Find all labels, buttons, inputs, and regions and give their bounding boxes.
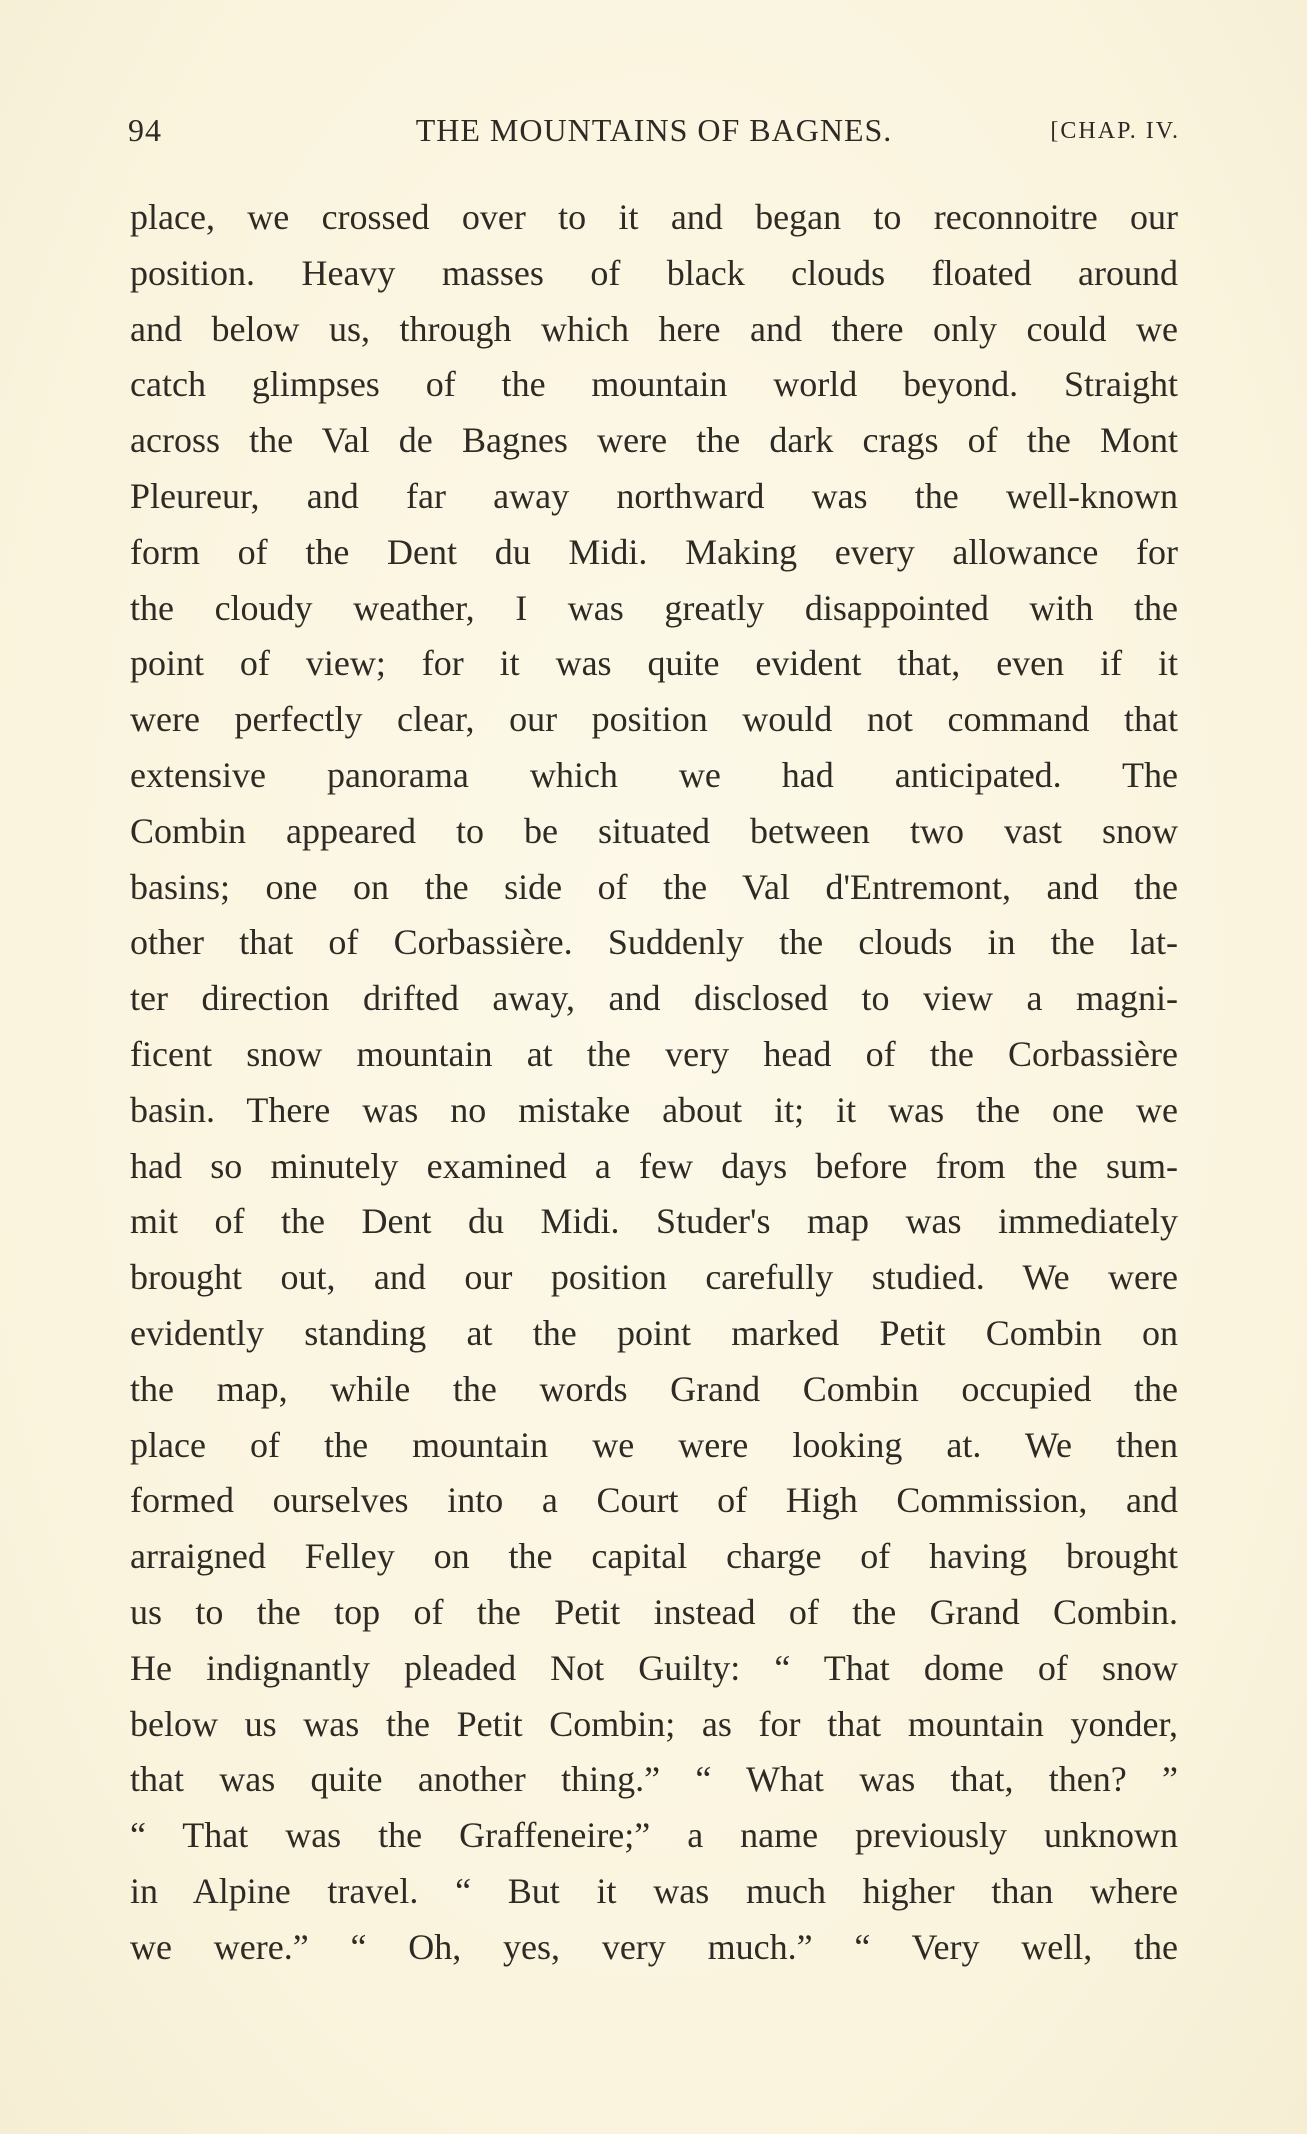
text-line: arraigned Felley on the capital charge of having brought — [130, 1536, 1178, 1577]
text-line: basin. There was no mistake about it; it was the one we — [130, 1089, 1178, 1130]
text-line: the cloudy weather, I was greatly disappointed with the — [130, 587, 1178, 628]
text-line: extensive panorama which we had anticipated. The — [130, 754, 1178, 795]
text-line: basins; one on the side of the Val d'Entremont, and the — [130, 866, 1178, 907]
text-line: that was quite another thing.” “ What was that, then? ” — [130, 1759, 1178, 1800]
page-header — [128, 112, 1180, 156]
text-line: “ That was the Graffeneire;” a name previously unknown — [130, 1815, 1178, 1856]
text-line: place, we crossed over to it and began to reconnoitre our — [130, 197, 1178, 237]
running-title: THE MOUNTAINS OF BAGNES. — [415, 112, 893, 148]
text-line: formed ourselves into a Court of High Commission, and — [130, 1480, 1178, 1521]
text-line: we were.” “ Oh, yes, very much.” “ Very well, the — [130, 1926, 1178, 1967]
text-line: the map, while the words Grand Combin occupied the — [130, 1368, 1178, 1409]
text-line: other that of Corbassière. Suddenly the clouds in the lat- — [130, 922, 1178, 963]
text-line: brought out, and our position carefully studied. We were — [130, 1257, 1178, 1298]
text-line: had so minutely examined a few days before from the sum- — [130, 1145, 1178, 1186]
chapter-marker: [CHAP. IV. — [1050, 118, 1180, 144]
text-line: point of view; for it was quite evident that, even if it — [130, 643, 1178, 684]
text-line: were perfectly clear, our position would not command that — [130, 699, 1178, 740]
text-line: catch glimpses of the mountain world beyond. Straight — [130, 364, 1178, 405]
text-line: place of the mountain we were looking at. We then — [130, 1424, 1178, 1465]
text-line: mit of the Dent du Midi. Studer's map was immediately — [130, 1201, 1178, 1242]
text-line: Pleureur, and far away northward was the well-known — [130, 475, 1178, 516]
text-line: position. Heavy masses of black clouds floated around — [130, 252, 1178, 293]
text-line: below us was the Petit Combin; as for that mountain yonder, — [130, 1703, 1178, 1744]
text-line: evidently standing at the point marked Petit Combin on — [130, 1312, 1178, 1353]
text-line: in Alpine travel. “ But it was much higher than where — [130, 1870, 1178, 1911]
body-text — [130, 190, 1178, 1976]
text-line: ter direction drifted away, and disclosed to view a magni- — [130, 978, 1178, 1019]
text-line: Combin appeared to be situated between two vast snow — [130, 810, 1178, 851]
text-line: He indignantly pleaded Not Guilty: “ That dome of snow — [130, 1647, 1178, 1688]
text-line: form of the Dent du Midi. Making every allowance for — [130, 531, 1178, 572]
text-line: across the Val de Bagnes were the dark crags of the Mont — [130, 420, 1178, 461]
text-line: ficent snow mountain at the very head of the Corbassière — [130, 1033, 1178, 1074]
page-number: 94 — [128, 112, 162, 148]
text-line: and below us, through which here and there only could we — [130, 308, 1178, 349]
text-line: us to the top of the Petit instead of the Grand Combin. — [130, 1591, 1178, 1632]
